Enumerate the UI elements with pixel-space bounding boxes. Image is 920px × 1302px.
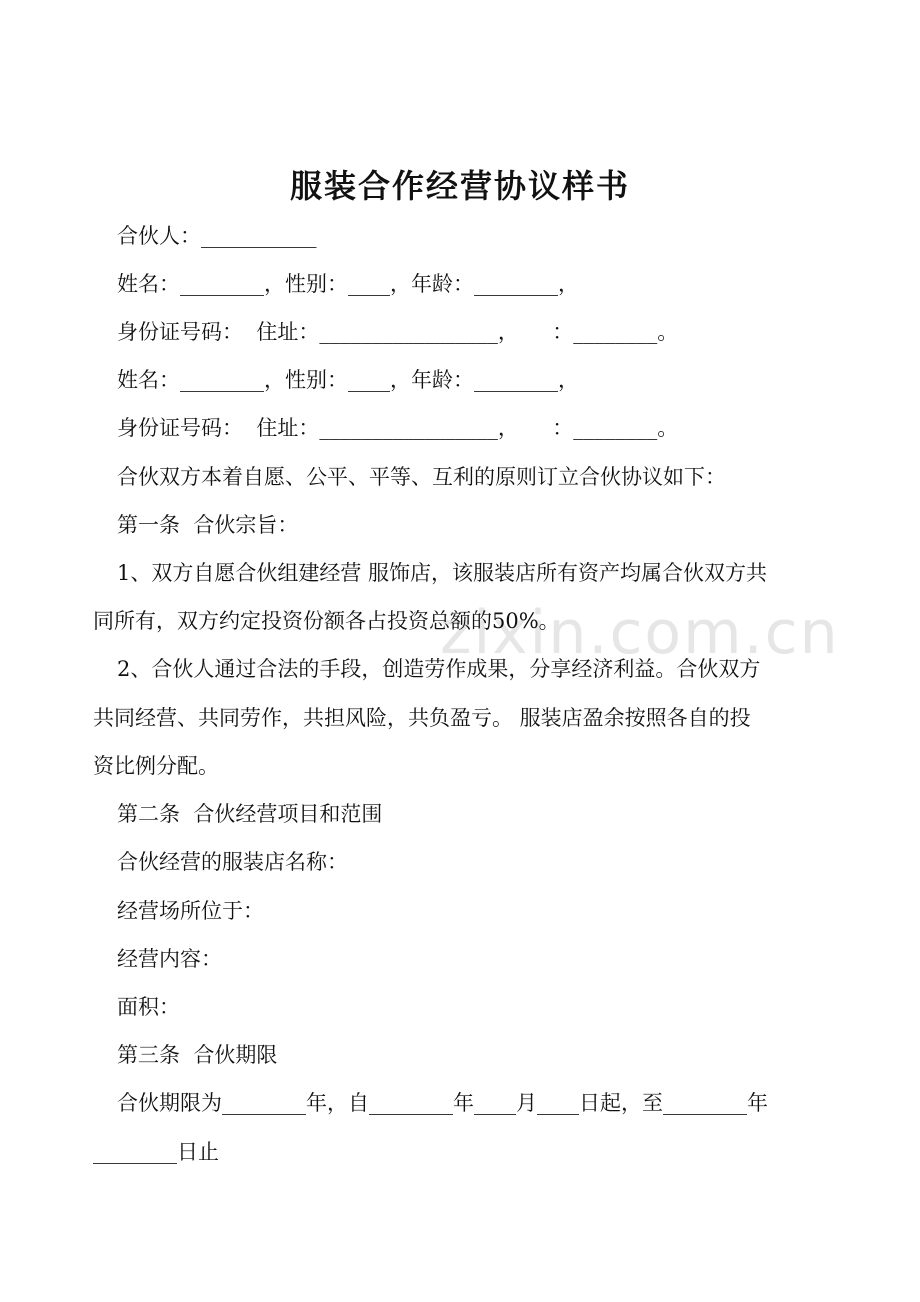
article-1-clause-1-line-2: 同所有，双方约定投资份额各占投资总额的50%。 [93,609,560,633]
partner-2-id-address: 身份证号码： 住址：_________________， ：________。 [117,416,679,440]
article-1-clause-2-line-3: 资比例分配。 [93,754,219,778]
document-title: 服装合作经营协议样书 [289,167,630,205]
agreement-intro: 合伙双方本着自愿、公平、平等、互利的原则订立合伙协议如下： [117,465,726,489]
article-1-clause-2-line-1: 2、合伙人通过合法的手段，创造劳作成果，分享经济利益。合伙双方 [117,657,761,681]
area-field: 面积： [117,995,180,1019]
article-3-heading: 第三条 合伙期限 [117,1043,278,1067]
term-line-1: 合伙期限为________年，自________年____月____日起，至________年 [117,1091,768,1115]
watermark: zixin.com.cn [440,598,840,668]
partner-2-info: 姓名：________，性别：____，年龄：________， [117,368,579,392]
partner-1-id-address: 身份证号码： 住址：_________________， ：________。 [117,320,679,344]
article-2-heading: 第二条 合伙经营项目和范围 [117,802,383,826]
partner-1-info: 姓名：________，性别：____，年龄：________， [117,272,579,296]
business-content-field: 经营内容： [117,947,222,971]
location-field: 经营场所位于： [117,899,264,923]
article-1-heading: 第一条 合伙宗旨： [117,513,299,537]
partner-heading: 合伙人：___________ [117,224,317,248]
article-1-clause-1-line-1: 1、双方自愿合伙组建经营 服饰店，该服装店所有资产均属合伙双方共 [117,561,768,585]
store-name-field: 合伙经营的服装店名称： [117,850,348,874]
term-line-2: ________日止 [93,1140,219,1164]
article-1-clause-2-line-2: 共同经营、共同劳作，共担风险，共负盈亏。 服装店盈余按照各自的投 [93,706,751,730]
